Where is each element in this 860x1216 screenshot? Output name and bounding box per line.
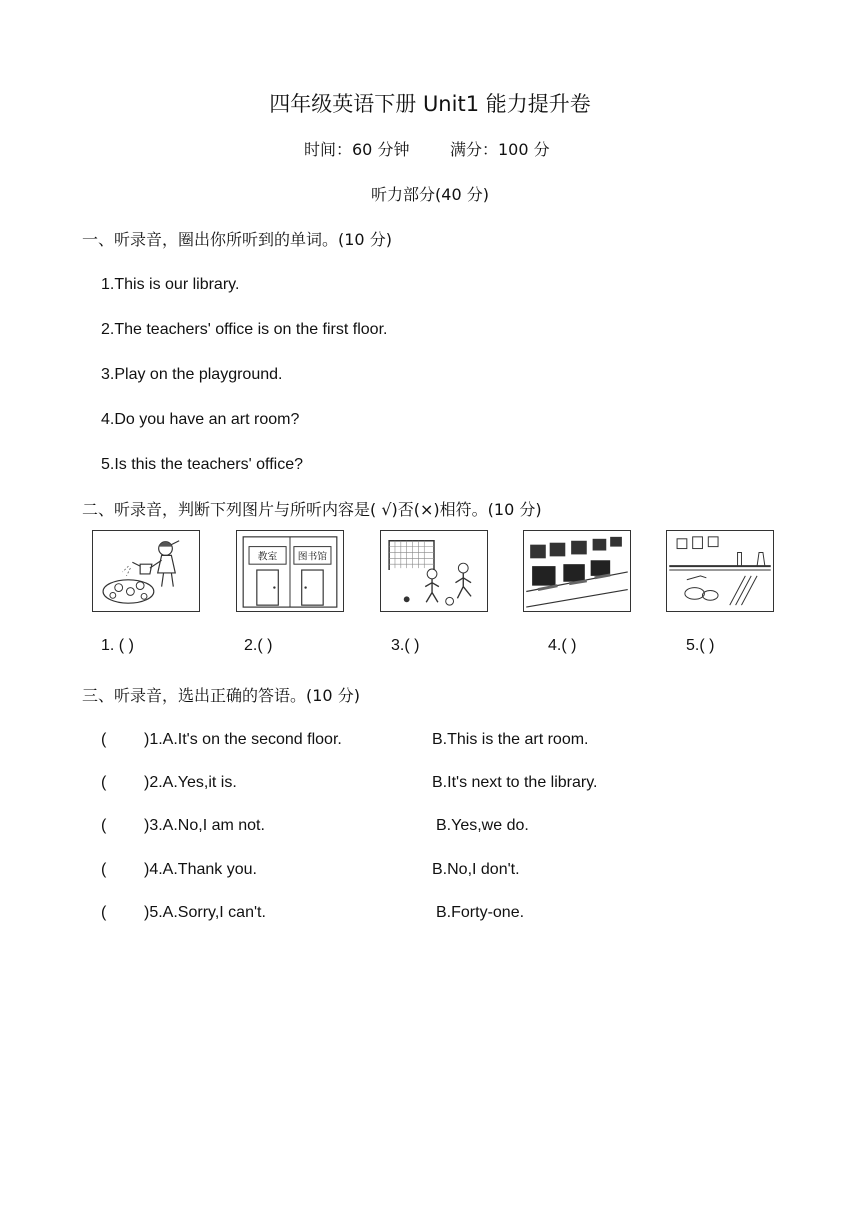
answer-blank[interactable]: 4.( ) bbox=[548, 637, 577, 654]
music-room-icon bbox=[667, 531, 773, 611]
answer-blank[interactable]: 5.( ) bbox=[686, 637, 715, 654]
answer-paren[interactable]: ( bbox=[101, 861, 107, 878]
section1-item: 1.This is our library. bbox=[101, 276, 240, 293]
section1-heading: 一、听录音，圈出你所听到的单词。(10 分) bbox=[82, 230, 392, 249]
sign-library: 图书馆 bbox=[297, 551, 328, 563]
answer-paren[interactable]: ( bbox=[101, 904, 107, 921]
picture-4 bbox=[523, 530, 631, 612]
section3-heading: 三、听录音，选出正确的答语。(10 分) bbox=[82, 686, 360, 705]
answer-blank[interactable]: 3.( ) bbox=[391, 637, 420, 654]
page-title: 四年级英语下册 Unit1 能力提升卷 bbox=[269, 92, 591, 116]
section1-item: 3.Play on the playground. bbox=[101, 366, 283, 383]
picture-2 bbox=[236, 530, 344, 612]
option-a: )5.A.Sorry,I can't. bbox=[144, 904, 266, 921]
score-label: 满分：100 分 bbox=[450, 140, 550, 159]
answer-blank[interactable]: 1. ( ) bbox=[101, 637, 134, 654]
option-b: B.Forty-one. bbox=[436, 904, 525, 921]
answer-paren[interactable]: ( bbox=[101, 774, 107, 791]
picture-1 bbox=[92, 530, 200, 612]
option-b: B.It's next to the library. bbox=[432, 774, 598, 791]
girl-watering-flowers-icon bbox=[93, 531, 199, 611]
section1-item: 4.Do you have an art room? bbox=[101, 411, 300, 428]
option-a: )1.A.It's on the second floor. bbox=[144, 731, 342, 748]
option-b: B.This is the art room. bbox=[432, 731, 589, 748]
section1-item: 5.Is this the teachers' office? bbox=[101, 456, 303, 473]
answer-paren[interactable]: ( bbox=[101, 731, 107, 748]
time-label: 时间：60 分钟 bbox=[304, 140, 410, 159]
option-b: B.Yes,we do. bbox=[436, 817, 529, 834]
picture-5 bbox=[666, 530, 774, 612]
option-a: )4.A.Thank you. bbox=[144, 861, 257, 878]
section1-item: 2.The teachers' office is on the first floor. bbox=[101, 321, 388, 338]
answer-blank[interactable]: 2.( ) bbox=[244, 637, 273, 654]
boys-playing-football-icon bbox=[381, 531, 487, 611]
picture-3 bbox=[380, 530, 488, 612]
computer-room-icon bbox=[524, 531, 630, 611]
option-a: )3.A.No,I am not. bbox=[144, 817, 265, 834]
sign-classroom: 教室 bbox=[257, 551, 278, 563]
section2-heading: 二、听录音，判断下列图片与所听内容是( √)否(×)相符。(10 分) bbox=[82, 500, 542, 519]
classroom-library-doors-icon bbox=[237, 531, 343, 611]
answer-paren[interactable]: ( bbox=[101, 817, 107, 834]
part-label: 听力部分(40 分) bbox=[371, 185, 489, 204]
option-b: B.No,I don't. bbox=[432, 861, 520, 878]
option-a: )2.A.Yes,it is. bbox=[144, 774, 237, 791]
